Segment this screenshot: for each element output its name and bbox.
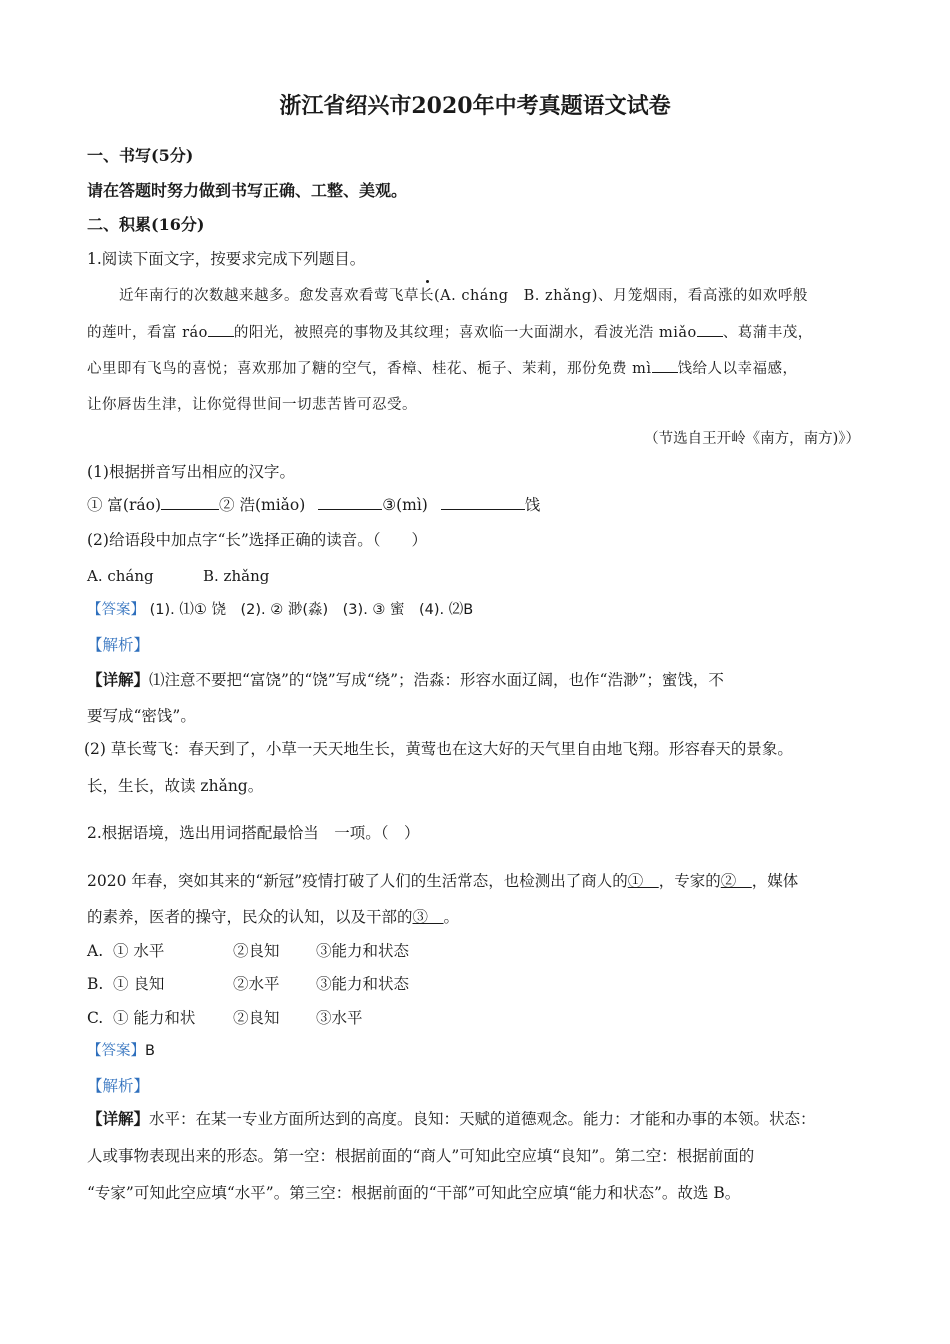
section-1-instruction: 请在答题时努力做到书写正确、工整、美观。	[87, 181, 408, 200]
q2-analysis-label: 【解析】	[87, 1077, 150, 1095]
q1-passage-line-3: 心里即有飞鸟的喜悦；喜欢那加了糖的空气，香樟、桂花、栀子、茉莉，那份免费 mì 饯给人以幸福感，	[87, 358, 798, 379]
answer-blank-1	[161, 495, 219, 510]
answer-label: 【答案】	[87, 1043, 145, 1059]
q1-passage-line-2: 的莲叶，看富 ráo 的阳光，被照亮的事物及其纹理；喜欢临一大面湖水，看波光浩 miǎo 、葛蒲丰茂，	[87, 322, 813, 343]
option-b: B. zhǎng	[203, 567, 270, 585]
q1-stem: 1.阅读下面文字，按要求完成下列题目。	[87, 250, 366, 268]
q2-paragraph-line-1: 2020 年春，突如其来的“新冠”疫情打破了人们的生活常态，也检测出了商人的① ，专家的② ，媒体	[87, 872, 799, 890]
q1-detail-line-3: (2) 草长莺飞：春天到了，小草一天天地生长，黄莺也在这大好的天气里自由地飞翔。形容春天的景象。	[84, 740, 793, 758]
dotted-character: 长	[419, 288, 434, 304]
detail-label: 【详解】	[87, 670, 150, 689]
blank-mi	[652, 358, 678, 373]
q2-option-c: C. ① 能力和状 ②良知 ③水平	[87, 1009, 363, 1027]
q2-option-a: A. ① 水平 ②良知 ③能力和状态	[87, 942, 410, 960]
q2-stem: 2.根据语境，选出用词搭配最恰当 一项。（ ）	[87, 824, 420, 842]
q1-passage-line-4: 让你唇齿生津，让你觉得世间一切悲苦皆可忍受。	[87, 397, 417, 413]
q1-sub1: (1)根据拼音写出相应的汉字。	[87, 463, 295, 481]
q1-sub1-blanks: ① 富(ráo) ② 浩(miǎo) ③(mì) 饯	[87, 496, 541, 514]
blank-rao	[208, 322, 234, 337]
q1-analysis-label: 【解析】	[87, 636, 150, 654]
q1-detail-line-4: 长，生长，故读 zhǎng。	[87, 777, 264, 795]
section-1-heading: 一、书写(5分)	[87, 146, 194, 165]
answer-blank-2	[318, 495, 382, 510]
q2-detail-line-1: 【详解】水平：在某一专业方面所达到的高度。良知：天赋的道德观念。能力：才能和办事的本领。状态：	[87, 1109, 816, 1128]
q1-detail-line-1: 【详解】⑴注意不要把“富饶”的“饶”写成“绕”；浩淼：形容水面辽阔，也作“浩渺”；蜜饯，不	[87, 670, 724, 689]
q2-detail-line-2: 人或事物表现出来的形态。第一空：根据前面的“商人”可知此空应填“良知”。第二空：根据前面的	[87, 1147, 755, 1165]
q1-answer: 【答案】 (1). ⑴① 饶 (2). ② 渺(淼) (3). ③ 蜜 (4). ⑵B	[87, 602, 474, 618]
q2-option-b: B. ① 良知 ②水平 ③能力和状态	[87, 975, 410, 993]
answer-blank-3	[441, 495, 525, 510]
q2-paragraph-line-2: 的素养，医者的操守，民众的认知，以及干部的③ 。	[87, 908, 460, 926]
detail-label: 【详解】	[87, 1109, 150, 1128]
q1-options	[87, 566, 269, 586]
q2-detail-line-3: “专家”可知此空应填“水平”。第三空：根据前面的“干部”可知此空应填“能力和状态”。故选 B。	[87, 1184, 741, 1202]
answer-label: 【答案】	[87, 602, 145, 618]
blank-2: ②	[720, 872, 752, 890]
option-a: A. cháng	[87, 567, 154, 585]
q1-detail-line-2: 要写成“密饯”。	[87, 707, 196, 725]
blank-miao	[697, 322, 723, 337]
page-title: 浙江省绍兴市2020年中考真题语文试卷	[279, 93, 671, 119]
q2-answer: 【答案】B	[87, 1043, 155, 1059]
blank-1: ①	[627, 872, 659, 890]
q1-passage-line-1: 近年南行的次数越来越多。愈发喜欢看莺飞草长(A. cháng B. zhǎng)、月笼烟雨，看高涨的如欢呼般	[119, 288, 808, 304]
section-2-heading: 二、积累(16分)	[87, 215, 205, 234]
q1-sub2: (2)给语段中加点字“长”选择正确的读音。（ ）	[87, 531, 428, 549]
blank-3: ③	[412, 908, 444, 926]
q1-source: （节选自王开岭《南方，南方)》）	[644, 431, 860, 447]
